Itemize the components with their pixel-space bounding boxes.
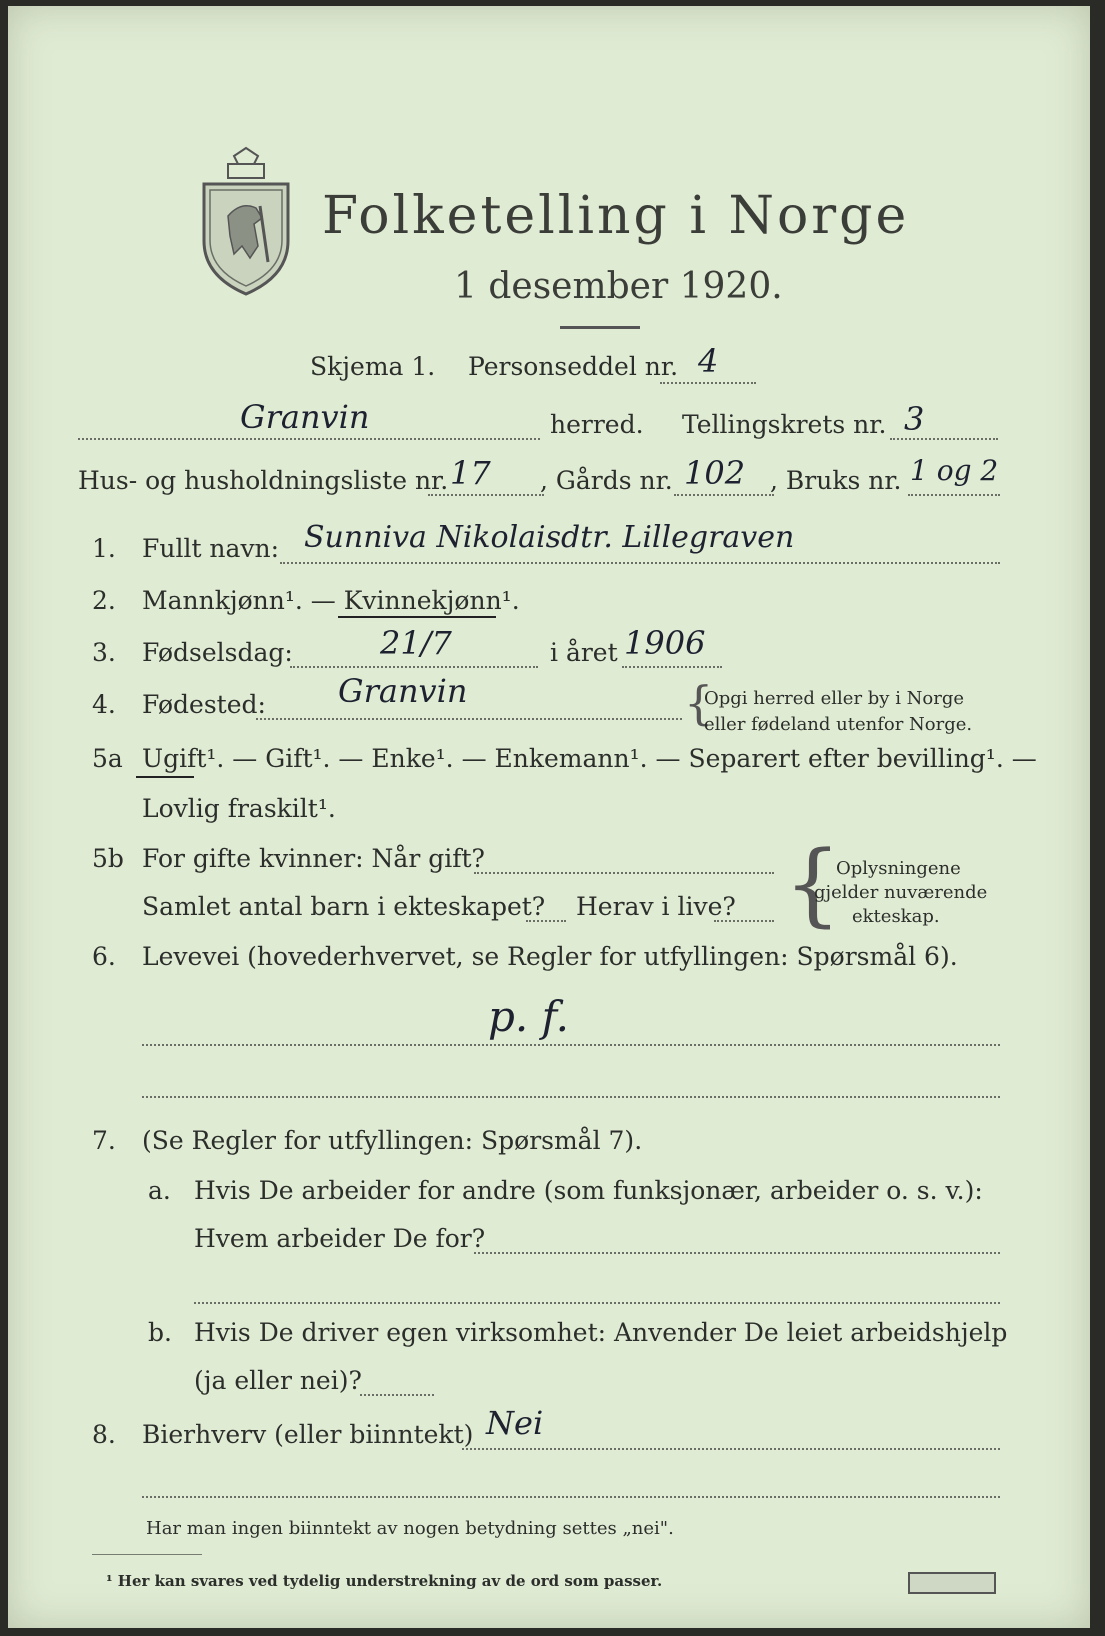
marital-underline-ugift	[136, 776, 194, 778]
birthday-value[interactable]: 21/7	[380, 624, 452, 662]
secondary-income-value[interactable]: Nei	[486, 1404, 544, 1442]
q5b-note-2: gjelder nuværende	[814, 882, 988, 903]
q4-brace: {	[684, 676, 714, 730]
hired-help-line	[360, 1394, 434, 1396]
herred-value[interactable]: Granvin	[240, 398, 370, 436]
q4-note-1: Opgi herred eller by i Norge	[704, 688, 965, 709]
secondary-income-line-2	[142, 1496, 1000, 1498]
footer-note: Har man ingen biinntekt av nogen betydning settes „nei".	[146, 1518, 674, 1539]
footnote-divider	[92, 1554, 202, 1555]
q6-number: 6.	[92, 942, 116, 971]
q7a-question: Hvis De arbeider for andre (som funksjonær, arbeider o. s. v.):	[194, 1176, 983, 1205]
q5b-children-alive: Herav i live?	[576, 892, 736, 921]
herred-line	[78, 438, 540, 440]
children-total-line	[526, 920, 566, 922]
bruks-label: , Bruks nr.	[770, 466, 902, 495]
personseddel-line	[660, 382, 756, 384]
tellingskrets-label: Tellingskrets nr.	[682, 410, 887, 439]
herred-label: herred.	[550, 410, 644, 439]
year-label: i året	[550, 638, 618, 667]
year-value[interactable]: 1906	[624, 624, 706, 662]
q3-number: 3.	[92, 638, 116, 667]
q4-label: Fødested:	[142, 690, 266, 719]
personseddel-label: Personseddel nr.	[468, 352, 679, 381]
q7-number: 7.	[92, 1126, 116, 1155]
bruks-value[interactable]: 1 og 2	[910, 454, 999, 487]
marital-status-options[interactable]: Ugift¹. — Gift¹. — Enke¹. — Enkemann¹. — Separert efter bevilling¹. —	[142, 744, 1037, 773]
q7-label: (Se Regler for utfyllingen: Spørsmål 7).	[142, 1126, 643, 1155]
birthplace-value[interactable]: Granvin	[338, 672, 468, 710]
married-when-line	[474, 872, 774, 874]
birthday-line	[290, 666, 538, 668]
gards-label: , Gårds nr.	[540, 466, 673, 495]
gards-line	[674, 494, 774, 496]
q7a-letter: a.	[148, 1176, 171, 1205]
q5b-note-1: Oplysningene	[836, 858, 961, 879]
marital-status-options-2[interactable]: Lovlig fraskilt¹.	[142, 794, 336, 823]
husliste-line	[428, 494, 544, 496]
full-name-value[interactable]: Sunniva Nikolaisdtr. Lillegraven	[304, 520, 795, 555]
q4-number: 4.	[92, 690, 116, 719]
printer-stamp	[908, 1572, 996, 1594]
schema-label: Skjema 1.	[310, 352, 436, 381]
q6-label: Levevei (hovederhvervet, se Regler for utfyllingen: Spørsmål 6).	[142, 942, 958, 971]
form-title: Folketelling i Norge	[322, 186, 910, 246]
year-line	[622, 666, 722, 668]
occupation-line-2	[142, 1096, 1000, 1098]
q1-label: Fullt navn:	[142, 534, 280, 563]
footnote: ¹ Her kan svares ved tydelig understrekning av de ord som passer.	[106, 1572, 663, 1590]
q3-label: Fødselsdag:	[142, 638, 293, 667]
birthplace-line	[256, 718, 682, 720]
q1-number: 1.	[92, 534, 116, 563]
employer-line-2	[194, 1302, 1000, 1304]
census-date: 1 desember 1920.	[454, 266, 783, 307]
q2-number: 2.	[92, 586, 116, 615]
employer-line-1	[474, 1252, 1000, 1254]
occupation-line-1	[142, 1044, 1000, 1046]
gender-options[interactable]: Mannkjønn¹. — Kvinnekjønn¹.	[142, 586, 520, 615]
husliste-value[interactable]: 17	[450, 454, 491, 492]
husliste-label: Hus- og husholdningsliste nr.	[78, 466, 449, 495]
title-divider	[560, 326, 640, 329]
coat-of-arms-emblem	[196, 146, 296, 300]
q7b-question: Hvis De driver egen virksomhet: Anvender De leiet arbeidshjelp	[194, 1318, 1008, 1347]
occupation-value[interactable]: p. f.	[488, 992, 569, 1041]
q7b-letter: b.	[148, 1318, 172, 1347]
tellingskrets-line	[890, 438, 998, 440]
bruks-line	[908, 494, 1000, 496]
q5b-note-3: ekteskap.	[852, 906, 940, 927]
census-form-paper	[8, 6, 1090, 1628]
q5b-brace: {	[784, 832, 842, 937]
tellingskrets-value[interactable]: 3	[904, 400, 925, 438]
q7b-yes-no-label: (ja eller nei)?	[194, 1366, 362, 1395]
q8-label: Bierhverv (eller biinntekt)	[142, 1420, 474, 1449]
gender-underline-kvinnekjonn	[338, 616, 496, 618]
q5b-married-when: For gifte kvinner: Når gift?	[142, 844, 485, 873]
personseddel-value[interactable]: 4	[698, 342, 719, 380]
q5a-number: 5a	[92, 744, 123, 773]
q5b-children-total: Samlet antal barn i ekteskapet?	[142, 892, 546, 921]
q1-line	[280, 562, 1000, 564]
q7a-employer-label: Hvem arbeider De for?	[194, 1224, 486, 1253]
q5b-number: 5b	[92, 844, 124, 873]
gards-value[interactable]: 102	[684, 454, 746, 492]
children-alive-line	[714, 920, 774, 922]
secondary-income-line-1	[462, 1448, 1000, 1450]
q8-number: 8.	[92, 1420, 116, 1449]
q4-note-2: eller fødeland utenfor Norge.	[704, 714, 973, 735]
